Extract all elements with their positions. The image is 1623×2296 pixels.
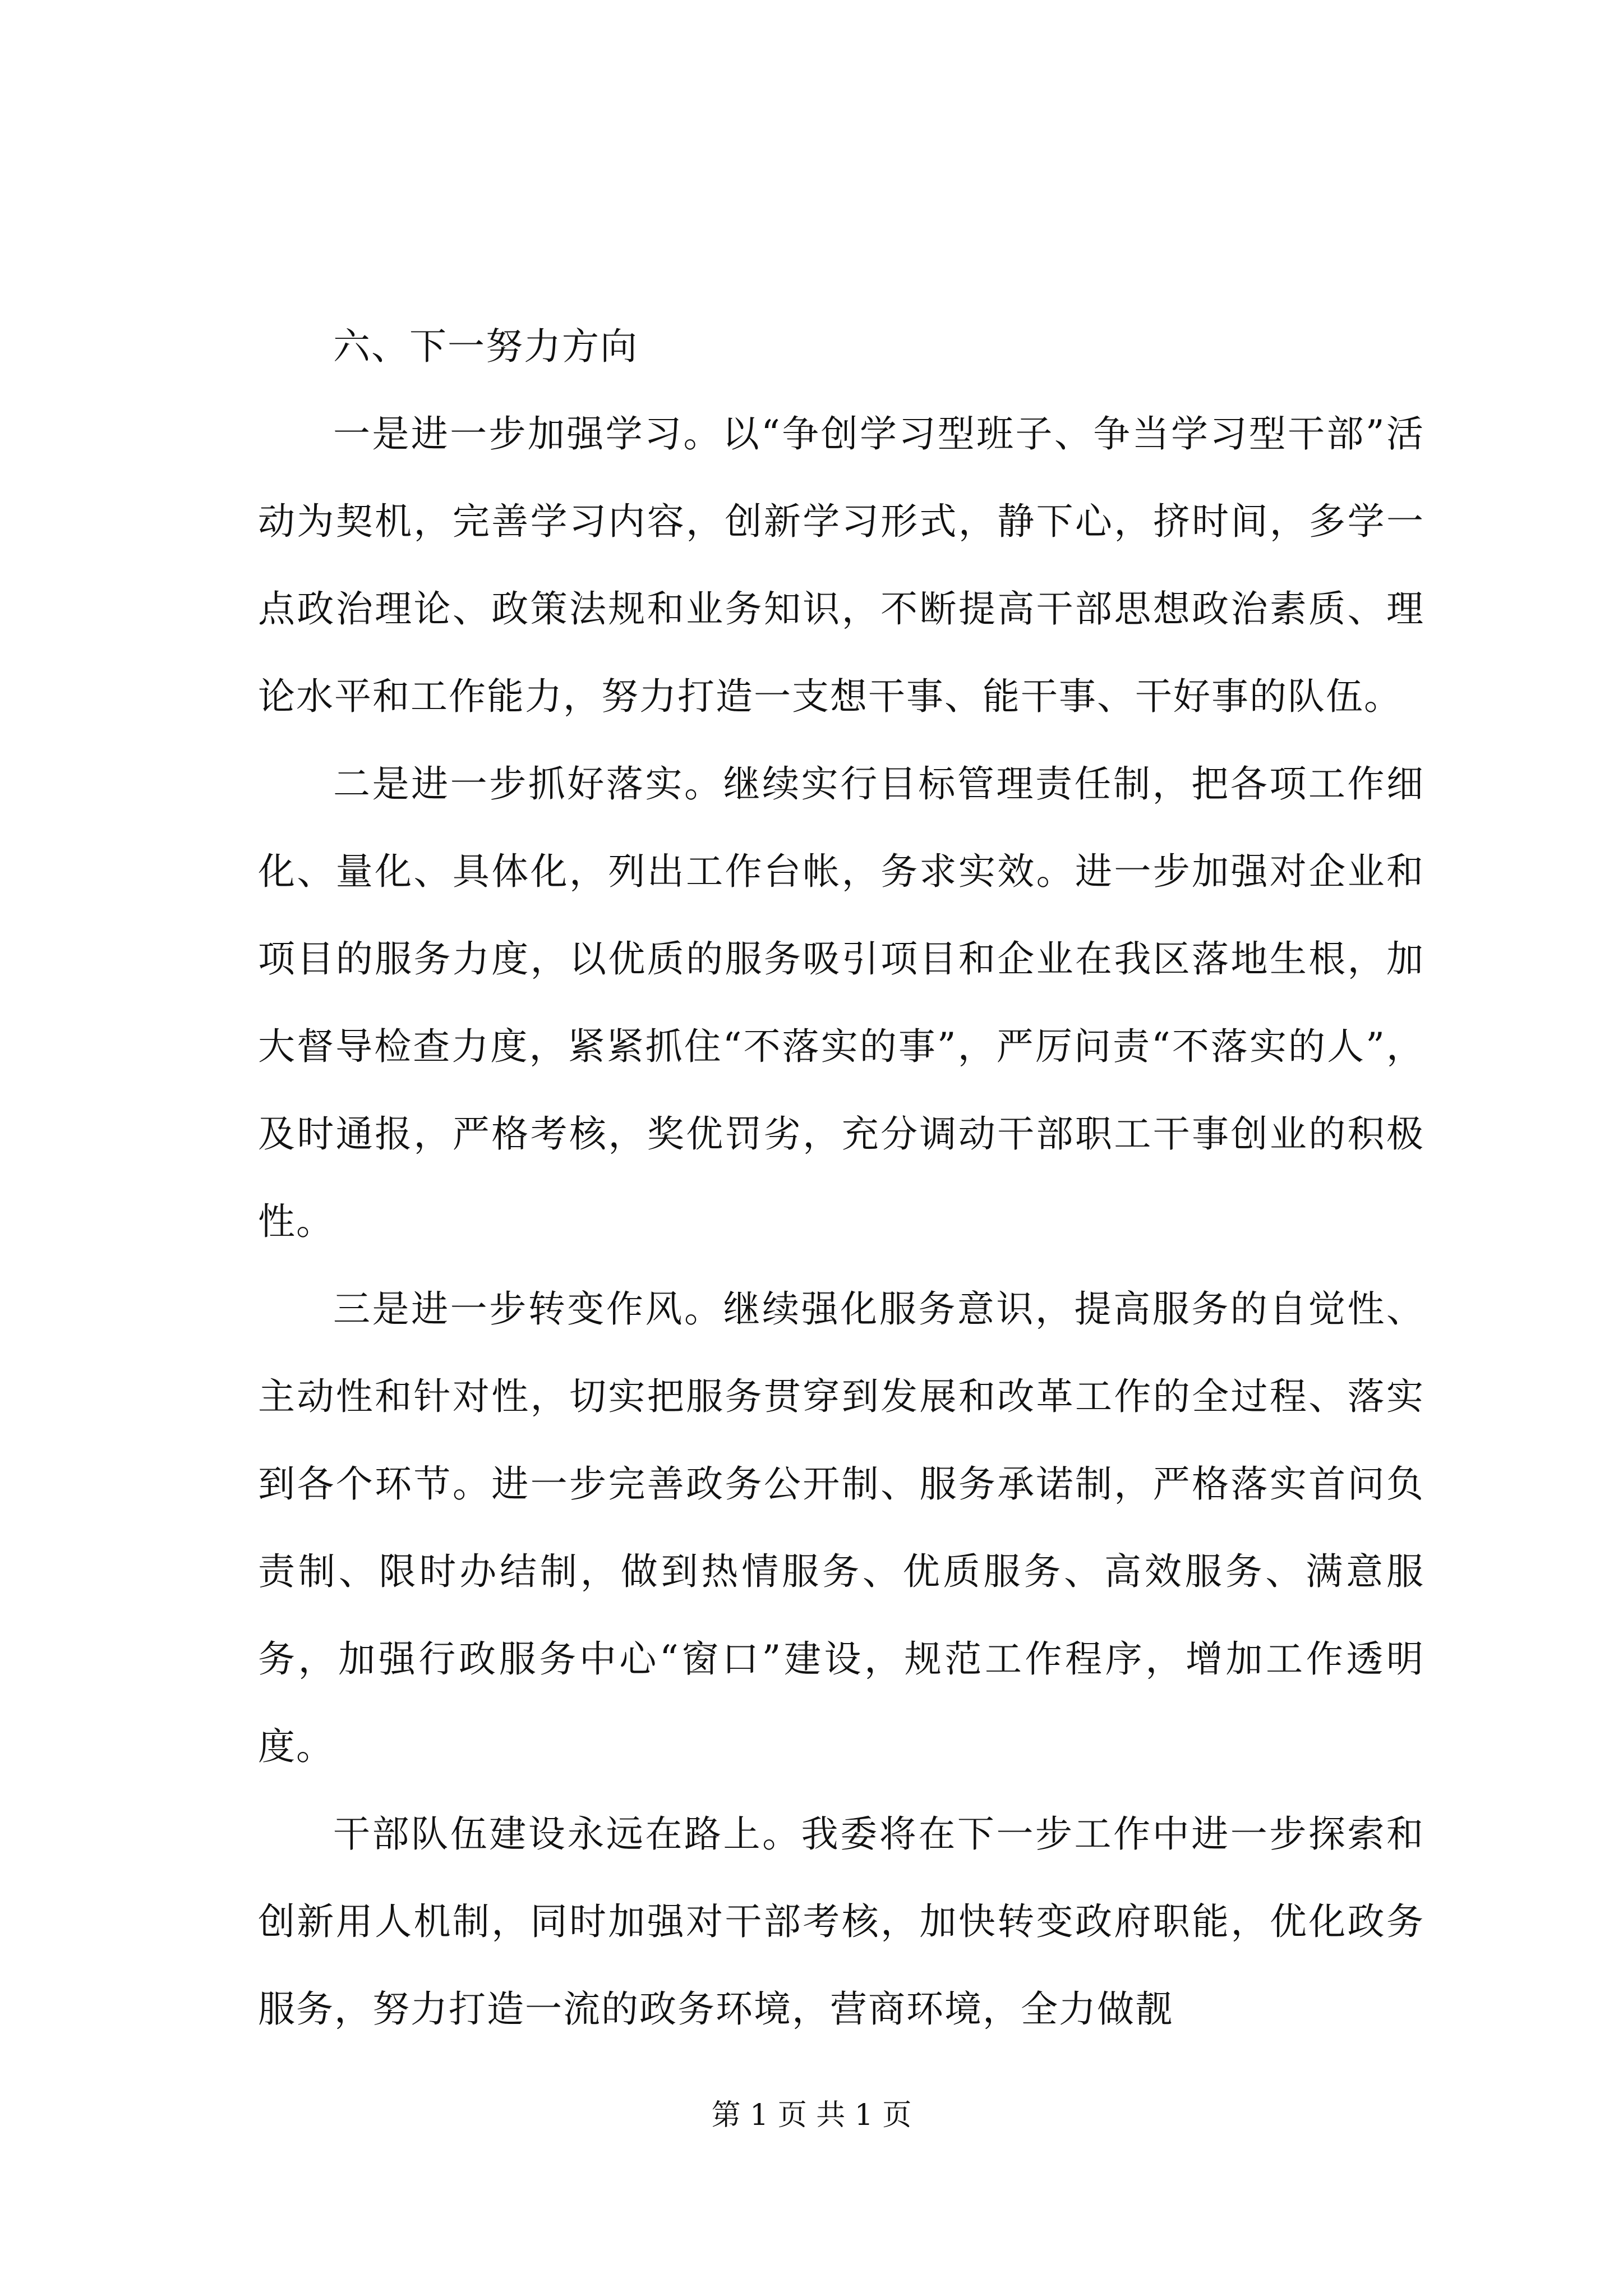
paragraph-3: 三是进一步转变作风。继续强化服务意识，提高服务的自觉性、主动性和针对性，切实把服务贯穿到发展和改革工作的全过程、落实到各个环节。进一步完善政务公开制、服务承诺制，严格落实首问负责制、限时办结制，做到热情服务、优质服务、高效服务、满意服务，加强行政服务中心“窗口”建设，规范工作程序，增加工作透明度。 — [258, 1287, 1424, 1768]
page-footer: 第 1 页 共 1 页 — [711, 2099, 912, 2132]
paragraph-4: 干部队伍建设永远在路上。我委将在下一步工作中进一步探索和创新用人机制，同时加强对干部考核，加快转变政府职能，优化政务服务，努力打造一流的政务环境，营商环境，全力做靓 — [258, 1812, 1424, 2031]
section-heading: 六、下一努力方向 — [333, 325, 638, 368]
document-body — [258, 303, 1424, 2053]
paragraph-1: 一是进一步加强学习。以“争创学习型班子、争当学习型干部”活动为契机，完善学习内容，创新学习形式，静下心，挤时间，多学一点政治理论、政策法规和业务知识，不断提高干部思想政治素质、理论水平和工作能力，努力打造一支想干事、能干事、干好事的队伍。 — [258, 412, 1424, 718]
paragraph-2: 二是进一步抓好落实。继续实行目标管理责任制，把各项工作细化、量化、具体化，列出工作台帐，务求实效。进一步加强对企业和项目的服务力度，以优质的服务吸引项目和企业在我区落地生根，加大督导检查力度，紧紧抓住“不落实的事”，严厉问责“不落实的人”，及时通报，严格考核，奖优罚劣，充分调动干部职工干事创业的积极性。 — [258, 762, 1424, 1243]
